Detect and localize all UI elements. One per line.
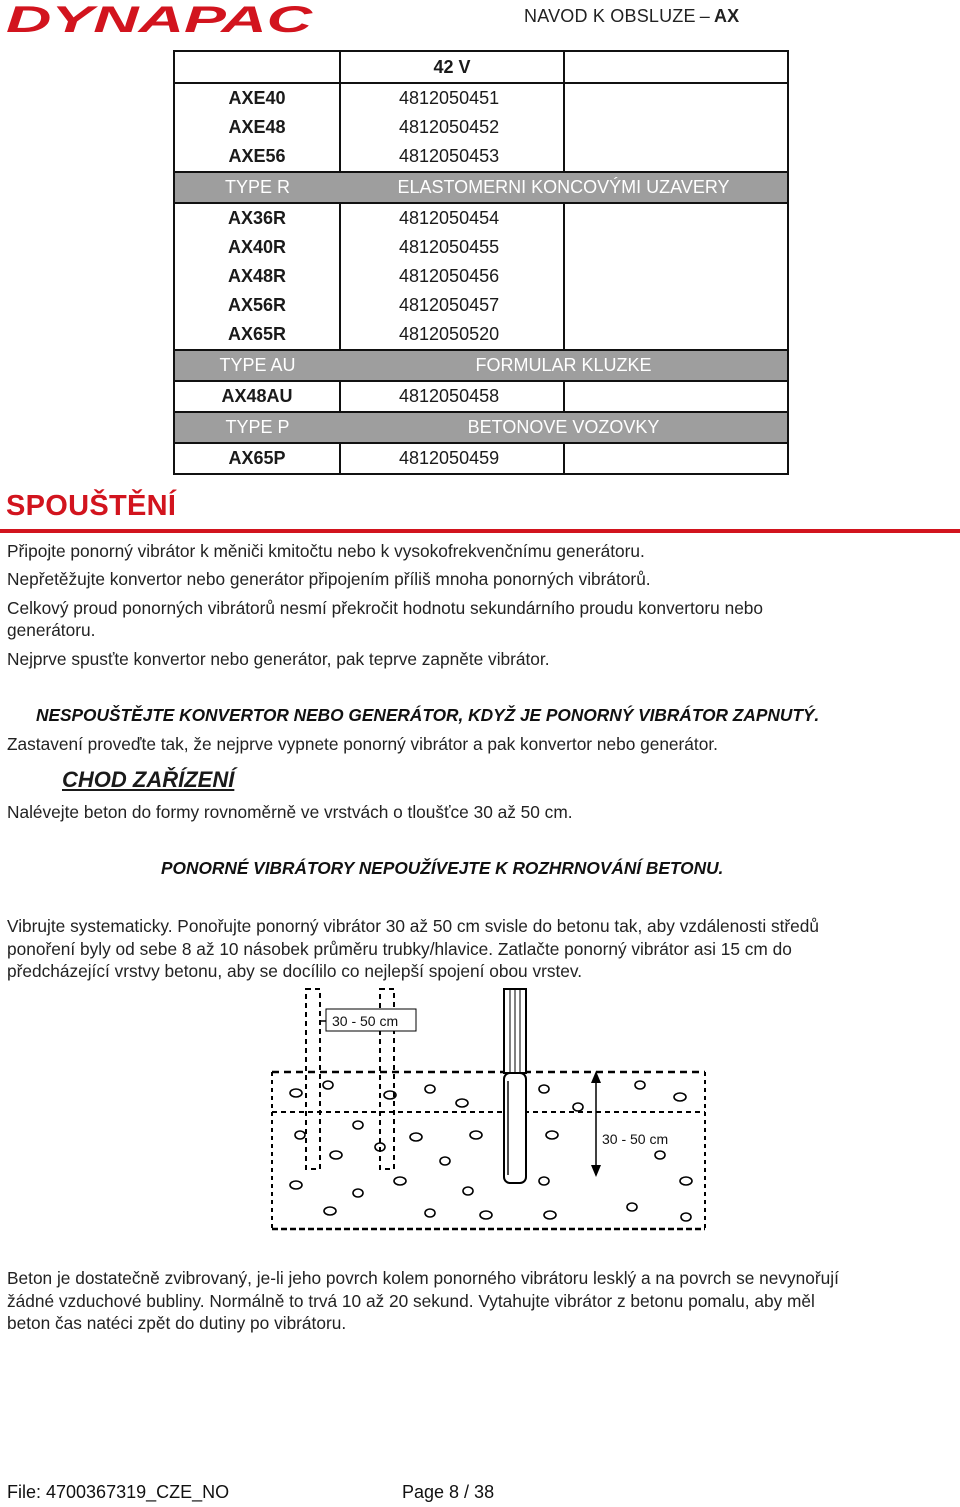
- empty-cell: [564, 291, 788, 320]
- footer-file: File: 4700367319_CZE_NO: [7, 1482, 230, 1502]
- warning-text: NESPOUŠTĚJTE KONVERTOR NEBO GENERÁTOR, KDYŽ JE PONORNÝ VIBRÁTOR ZAPNUTÝ.: [36, 705, 820, 725]
- table-row: [174, 443, 788, 474]
- paragraph: Připojte ponorný vibrátor k měniči kmitočtu nebo k vysokofrekvenčnímu generátoru.: [7, 541, 645, 561]
- empty-cell: [564, 262, 788, 291]
- table-row: [174, 320, 788, 350]
- spacing-label: 30 - 50 cm: [332, 1013, 399, 1029]
- type-description: FORMULAR KLUZKE: [340, 350, 788, 381]
- model-cell: AXE48: [174, 113, 340, 142]
- table-row: [174, 203, 788, 233]
- paragraph: ponoření byly od sebe 8 až 10 násobek průměru trubky/hlavice. Zatlačte ponorný vibrátor asi 15 cm do: [7, 939, 792, 959]
- paragraph: Zastavení proveďte tak, že nejprve vypnete ponorný vibrátor a pak konvertor nebo generátor.: [7, 734, 718, 754]
- subsection-title: CHOD ZAŘÍZENÍ: [62, 767, 235, 792]
- paragraph: beton čas natéci zpět do dutiny po vibrátoru.: [7, 1313, 347, 1333]
- model-cell: AX36R: [174, 203, 340, 233]
- empty-cell: [564, 142, 788, 172]
- type-label: TYPE R: [174, 172, 340, 203]
- part-number-cell: 4812050457: [340, 291, 564, 320]
- paragraph: Nejprve spusťte konvertor nebo generátor, pak teprve zapněte vibrátor.: [7, 649, 550, 669]
- type-band-row: [174, 350, 788, 381]
- empty-cell: [564, 203, 788, 233]
- empty-cell: [564, 83, 788, 113]
- paragraph: předcházející vrstvy betonu, aby se docílilo co nejlepší spojení obou vrstev.: [7, 961, 583, 981]
- voltage-header: 42 V: [340, 51, 564, 83]
- model-cell: AXE40: [174, 83, 340, 113]
- paragraph: žádné vzduchové bubliny. Normálně to trvá 10 až 20 sekund. Vytahujte vibrátor z betonu pomalu, aby měl: [7, 1291, 815, 1311]
- part-number-cell: 4812050459: [340, 443, 564, 474]
- paragraph: Vibrujte systematicky. Ponořujte ponorný vibrátor 30 až 50 cm svisle do betonu tak, aby vzdálenosti středů: [7, 916, 819, 936]
- empty-cell: [564, 113, 788, 142]
- empty-cell: [564, 381, 788, 412]
- depth-label: 30 - 50 cm: [602, 1131, 669, 1147]
- model-cell: AX48R: [174, 262, 340, 291]
- previous-vibrator-outline: [306, 989, 320, 1169]
- paragraph: Celkový proud ponorných vibrátorů nesmí překročit hodnotu sekundárního proudu konvertoru nebo: [7, 598, 764, 618]
- part-number-cell: 4812050455: [340, 233, 564, 262]
- type-band-row: [174, 412, 788, 443]
- part-number-cell: 4812050520: [340, 320, 564, 350]
- vibrator-immersion-diagram: [240, 985, 720, 1235]
- dynapac-logo: [6, 2, 314, 36]
- empty-cell: [564, 443, 788, 474]
- part-number-cell: 4812050452: [340, 113, 564, 142]
- table-header-row: [174, 51, 788, 83]
- model-cell: AXE56: [174, 142, 340, 172]
- part-number-cell: 4812050456: [340, 262, 564, 291]
- type-description: ELASTOMERNI KONCOVÝMI UZAVERY: [340, 172, 788, 203]
- table-row: [174, 113, 788, 142]
- paragraph: Nalévejte beton do formy rovnoměrně ve vrstvách o tloušťce 30 až 50 cm.: [7, 802, 573, 822]
- part-number-cell: 4812050451: [340, 83, 564, 113]
- vibrator-head: [504, 989, 526, 1183]
- table-row: [174, 142, 788, 172]
- svg-text:DYNAPAC: DYNAPAC: [6, 2, 314, 36]
- type-band-row: [174, 172, 788, 203]
- model-cell: AX65R: [174, 320, 340, 350]
- model-cell: AX48AU: [174, 381, 340, 412]
- paragraph: Beton je dostatečně zvibrovaný, je-li jeho povrch kolem ponorného vibrátoru lesklý a na povrch se nevynořují: [7, 1268, 839, 1288]
- table-row: [174, 262, 788, 291]
- parts-table: [173, 50, 789, 475]
- empty-cell: [564, 233, 788, 262]
- type-label: TYPE P: [174, 412, 340, 443]
- paragraph: Nepřetěžujte konvertor nebo generátor připojením příliš mnoha ponorných vibrátorů.: [7, 569, 651, 589]
- part-number-cell: 4812050454: [340, 203, 564, 233]
- footer-page: Page 8 / 38: [402, 1482, 495, 1502]
- table-row: [174, 291, 788, 320]
- model-cell: AX56R: [174, 291, 340, 320]
- type-label: TYPE AU: [174, 350, 340, 381]
- document-title: NAVOD K OBSLUZE – AX: [524, 6, 740, 26]
- table-row: [174, 381, 788, 412]
- warning-text: PONORNÉ VIBRÁTORY NEPOUŽÍVEJTE K ROZHRNOVÁNÍ BETONU.: [161, 858, 724, 878]
- table-row: [174, 233, 788, 262]
- model-cell: AX40R: [174, 233, 340, 262]
- aggregate-pebbles: [290, 1081, 692, 1221]
- empty-cell: [564, 320, 788, 350]
- part-number-cell: 4812050458: [340, 381, 564, 412]
- table-row: [174, 83, 788, 113]
- section-divider: [0, 529, 960, 533]
- section-title: SPOUŠTĚNÍ: [6, 490, 177, 522]
- type-description: BETONOVE VOZOVKY: [340, 412, 788, 443]
- arrow-down-icon: [591, 1165, 601, 1177]
- model-cell: AX65P: [174, 443, 340, 474]
- part-number-cell: 4812050453: [340, 142, 564, 172]
- paragraph: generátoru.: [7, 620, 96, 640]
